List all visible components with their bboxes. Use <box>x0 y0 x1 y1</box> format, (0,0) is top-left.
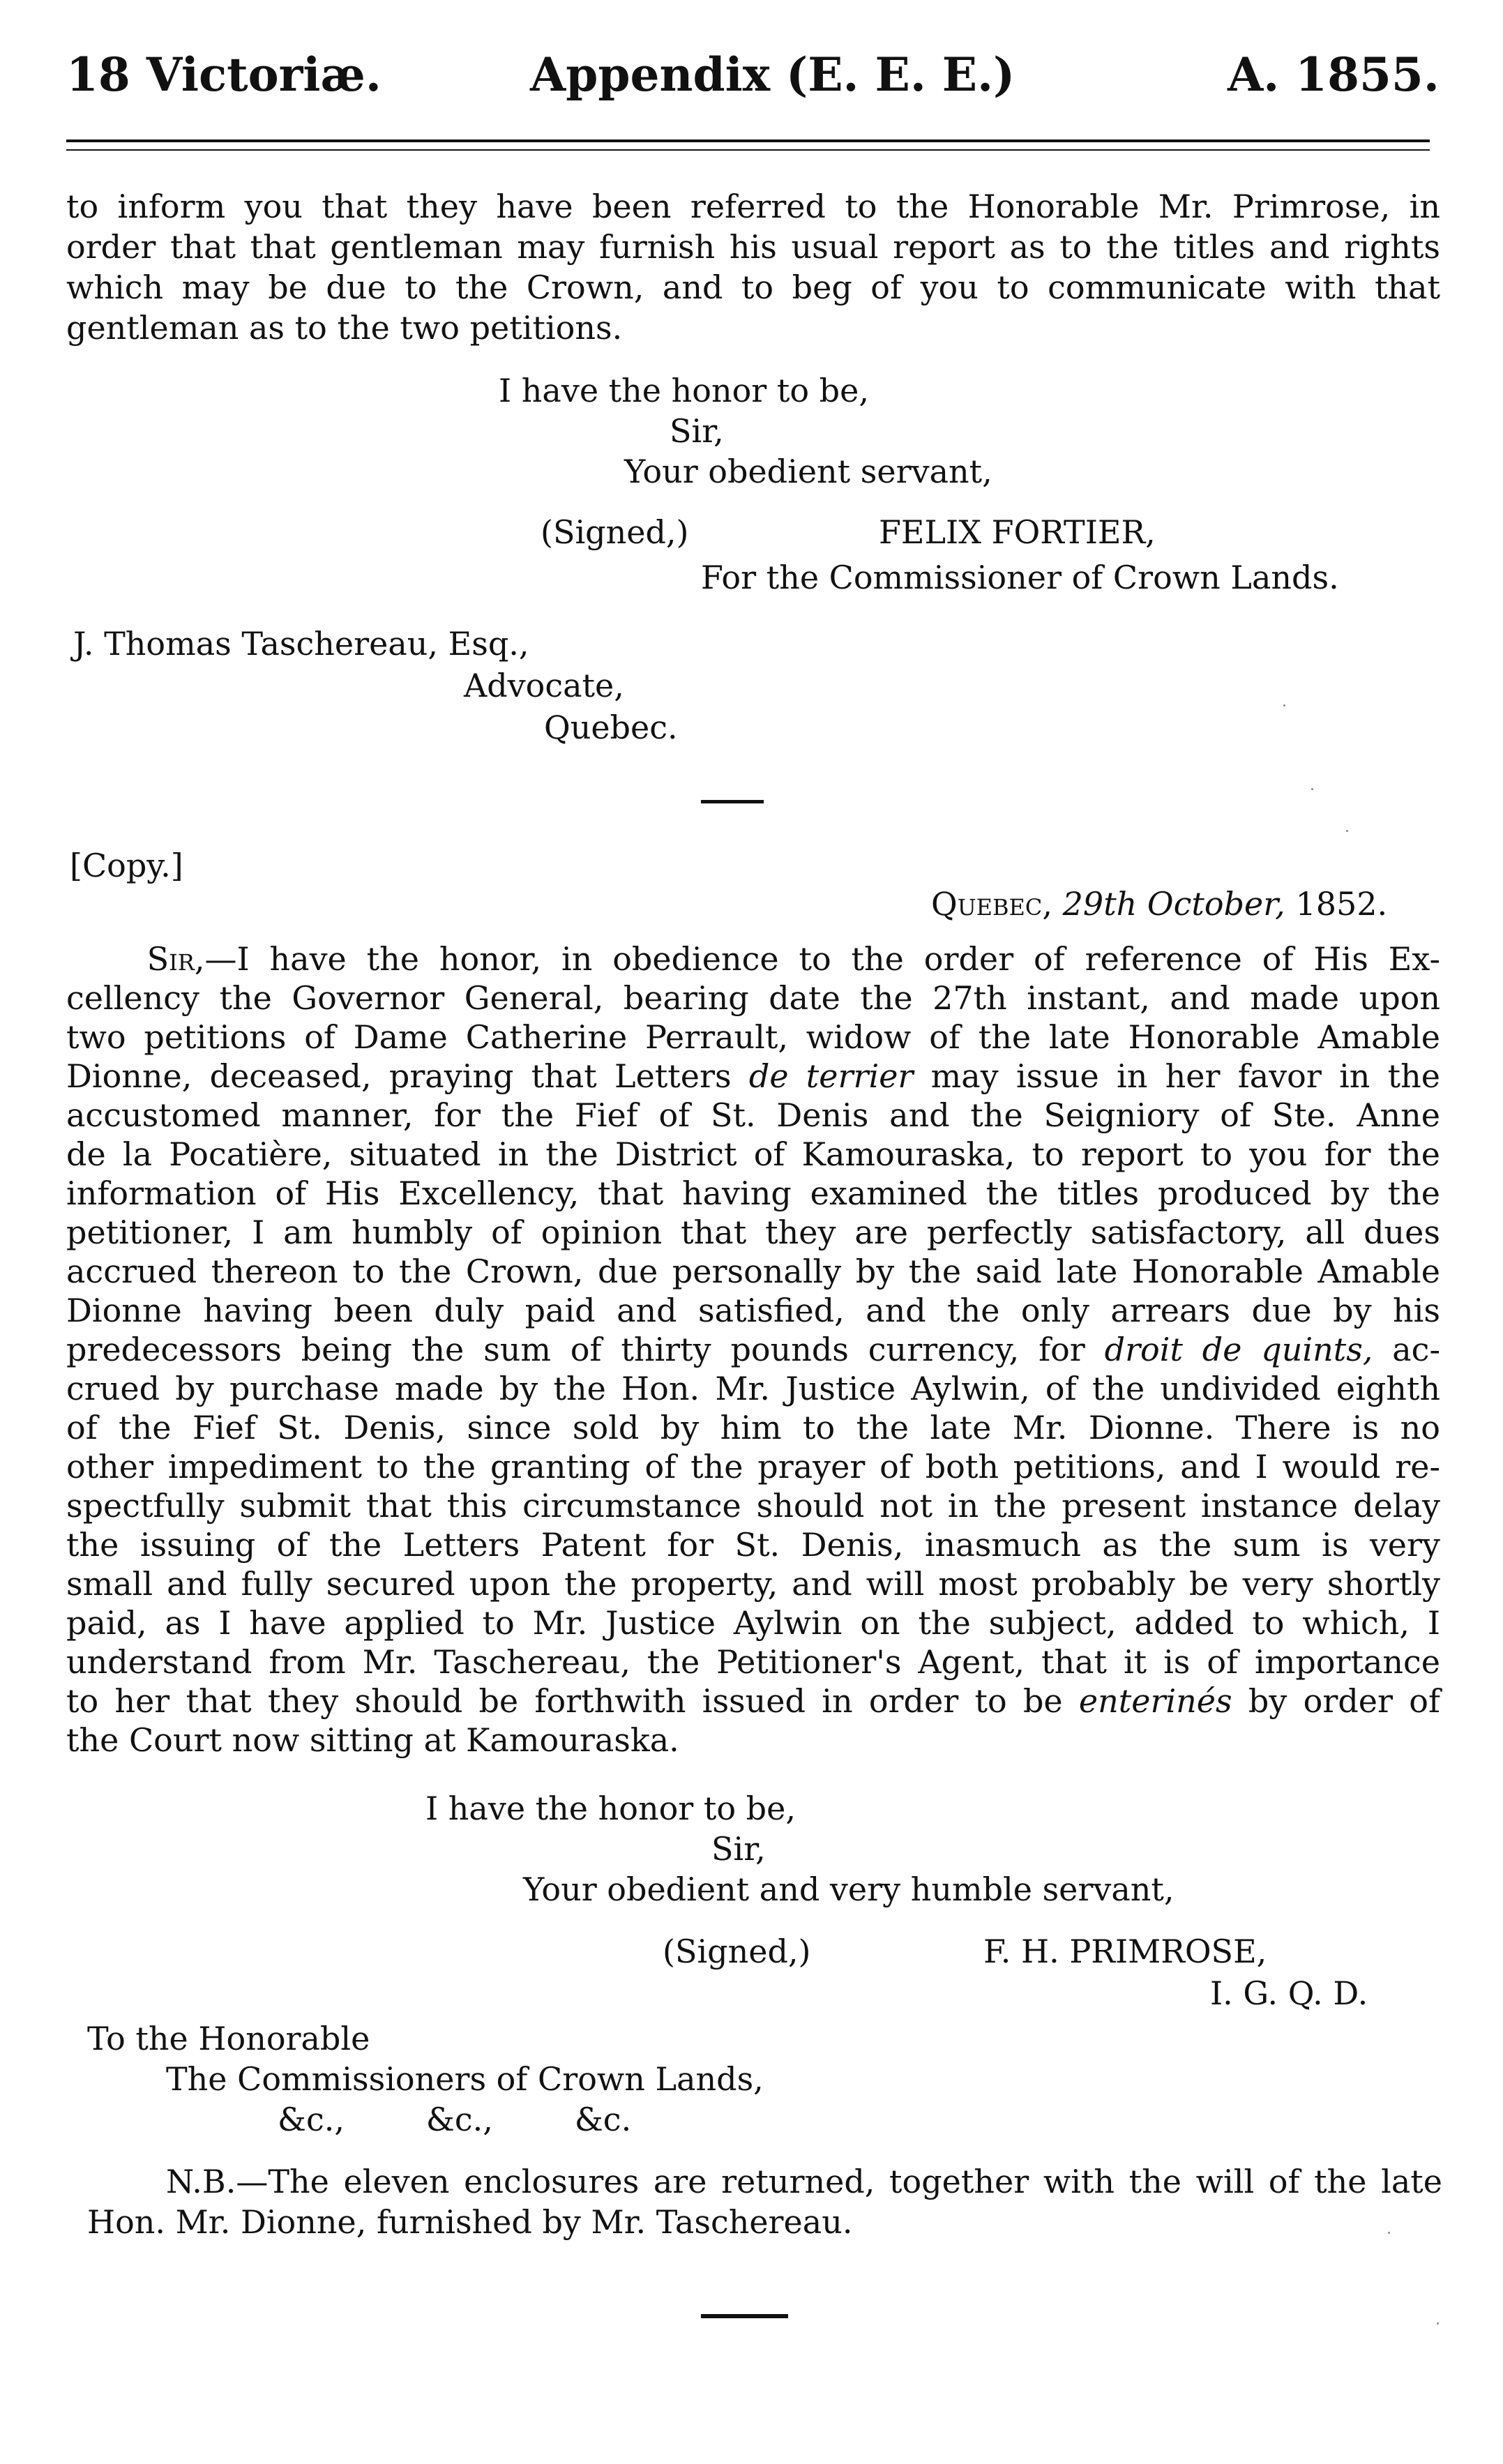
letter2-line-19: understand from Mr. Taschereau, the Petitioner's Agent, that it is of importance <box>66 1643 1440 1681</box>
letter2-line-20-head: to her that they should be forthwith issued in order to be <box>66 1682 1079 1720</box>
letter2-line-12: crued by purchase made by the Hon. Mr. Justice Aylwin, of the undivided eighth <box>66 1370 1440 1407</box>
letter2-line-5: accustomed manner, for the Fief of St. Denis and the Seigniory of Ste. Anne <box>66 1096 1440 1134</box>
letter1-signer-title: For the Commissioner of Crown Lands. <box>701 559 1339 596</box>
header-center: Appendix (E. E. E.) <box>530 47 1015 102</box>
letter2-line-14: other impediment to the granting of the prayer of both petitions, and I would re- <box>66 1448 1440 1486</box>
nb-line-1: N.B.—The eleven enclosures are returned, together with the will of the late <box>166 2163 1442 2200</box>
scan-speck <box>1283 704 1285 706</box>
letter2-line-9: accrued thereon to the Crown, due personally by the said late Honorable Amable <box>66 1253 1440 1290</box>
letter1-addressee-2: Advocate, <box>464 667 624 704</box>
letter2-line-3: two petitions of Dame Catherine Perrault, widow of the late Honorable Amable <box>66 1018 1440 1056</box>
letter1-closing-2: Sir, <box>670 412 724 450</box>
letter2-line-16: the issuing of the Letters Patent for St. Denis, inasmuch as the sum is very <box>66 1526 1440 1564</box>
dateline-place: Quebec, <box>931 885 1053 923</box>
letter2-closing-1: I have the honor to be, <box>425 1790 796 1827</box>
letter1-line-1: to inform you that they have been referred to the Honorable Mr. Primrose, in <box>66 188 1440 225</box>
header-rule-thin <box>66 149 1430 151</box>
letter2-line-1 <box>66 939 1440 978</box>
letter1-line-2: order that that gentleman may furnish his usual report as to the titles and rights <box>66 228 1440 266</box>
scan-speck <box>1311 788 1313 790</box>
letter1-signer: FELIX FORTIER, <box>879 513 1156 551</box>
copy-label: [Copy.] <box>70 847 183 884</box>
letter2-signer: F. H. PRIMROSE, <box>983 1933 1267 1970</box>
scan-speck <box>1346 830 1348 832</box>
nb-line-2: Hon. Mr. Dionne, furnished by Mr. Taschereau. <box>87 2203 853 2241</box>
letter2-line-20 <box>66 1681 1440 1721</box>
to-line-3: &c., &c., &c. <box>278 2101 632 2138</box>
letter2-dateline <box>931 884 1387 923</box>
section-separator <box>701 800 764 803</box>
letter2-line-21: the Court now sitting at Kamouraska. <box>66 1721 679 1759</box>
letter2-line-4-tail: may issue in her favor in the <box>913 1057 1441 1095</box>
term-enterines: enterinés <box>1078 1682 1232 1720</box>
header-left: 18 Victoriæ. <box>66 47 382 102</box>
to-line-1: To the Honorable <box>87 2020 370 2057</box>
letter2-line-15: spectfully submit that this circumstance should not in the present instance delay <box>66 1487 1440 1525</box>
letter2-line-6: de la Pocatière, situated in the District of Kamouraska, to report to you for the <box>66 1135 1440 1173</box>
letter2-line-2: cellency the Governor General, bearing date the 27th instant, and made upon <box>66 979 1440 1017</box>
letter1-signed: (Signed,) <box>541 513 689 551</box>
letter2-signed: (Signed,) <box>663 1933 811 1970</box>
scan-speck <box>1437 2322 1439 2325</box>
header-rule-thick <box>66 139 1430 142</box>
letter2-line-11-tail: ac- <box>1373 1331 1440 1368</box>
letter2-line-11-head: predecessors being the sum of thirty pounds currency, for <box>66 1331 1105 1368</box>
letter2-line-18: paid, as I have applied to Mr. Justice Aylwin on the subject, added to which, I <box>66 1604 1440 1642</box>
letter2-line-20-tail: by order of <box>1232 1682 1440 1720</box>
letter2-line-7: information of His Excellency, that having examined the titles produced by the <box>66 1174 1440 1212</box>
end-separator <box>701 2314 788 2318</box>
letter2-signer-title: I. G. Q. D. <box>1210 1974 1368 2012</box>
letter1-addressee-3: Quebec. <box>544 709 678 746</box>
letter2-line-8: petitioner, I am humbly of opinion that they are perfectly satisfactory, all dues <box>66 1214 1440 1251</box>
dateline-year: 1852. <box>1295 885 1388 923</box>
term-droit-de-quints: droit de quints, <box>1104 1331 1373 1368</box>
letter2-line-4-head: Dionne, deceased, praying that Letters <box>66 1057 749 1095</box>
scan-speck <box>1388 2232 1390 2234</box>
header-right: A. 1855. <box>1228 47 1440 102</box>
letter1-line-4: gentleman as to the two petitions. <box>66 309 623 347</box>
letter1-closing-3: Your obedient servant, <box>624 453 992 490</box>
letter2-line-17: small and fully secured upon the property, and will most probably be very shortly <box>66 1565 1440 1603</box>
to-line-2: The Commissioners of Crown Lands, <box>166 2060 764 2098</box>
letter2-line-10: Dionne having been duly paid and satisfied, and the only arrears due by his <box>66 1292 1440 1329</box>
letter2-line-4 <box>66 1057 1440 1096</box>
dateline-date: 29th October, <box>1062 885 1285 923</box>
letter2-line-13: of the Fief St. Denis, since sold by him to the late Mr. Dionne. There is no <box>66 1409 1440 1446</box>
letter2-closing-2: Sir, <box>711 1830 766 1868</box>
salutation: Sir, <box>146 940 205 978</box>
letter1-closing-1: I have the honor to be, <box>499 372 869 409</box>
letter1-line-3: which may be due to the Crown, and to beg of you to communicate with that <box>66 269 1440 306</box>
term-de-terrier: de terrier <box>748 1057 914 1095</box>
letter2-closing-3: Your obedient and very humble servant, <box>523 1870 1175 1908</box>
letter1-addressee-1: J. Thomas Taschereau, Esq., <box>73 625 529 663</box>
letter2-line-11 <box>66 1330 1440 1369</box>
letter2-line-1-text: —I have the honor, in obedience to the order of reference of His Ex- <box>204 940 1440 978</box>
